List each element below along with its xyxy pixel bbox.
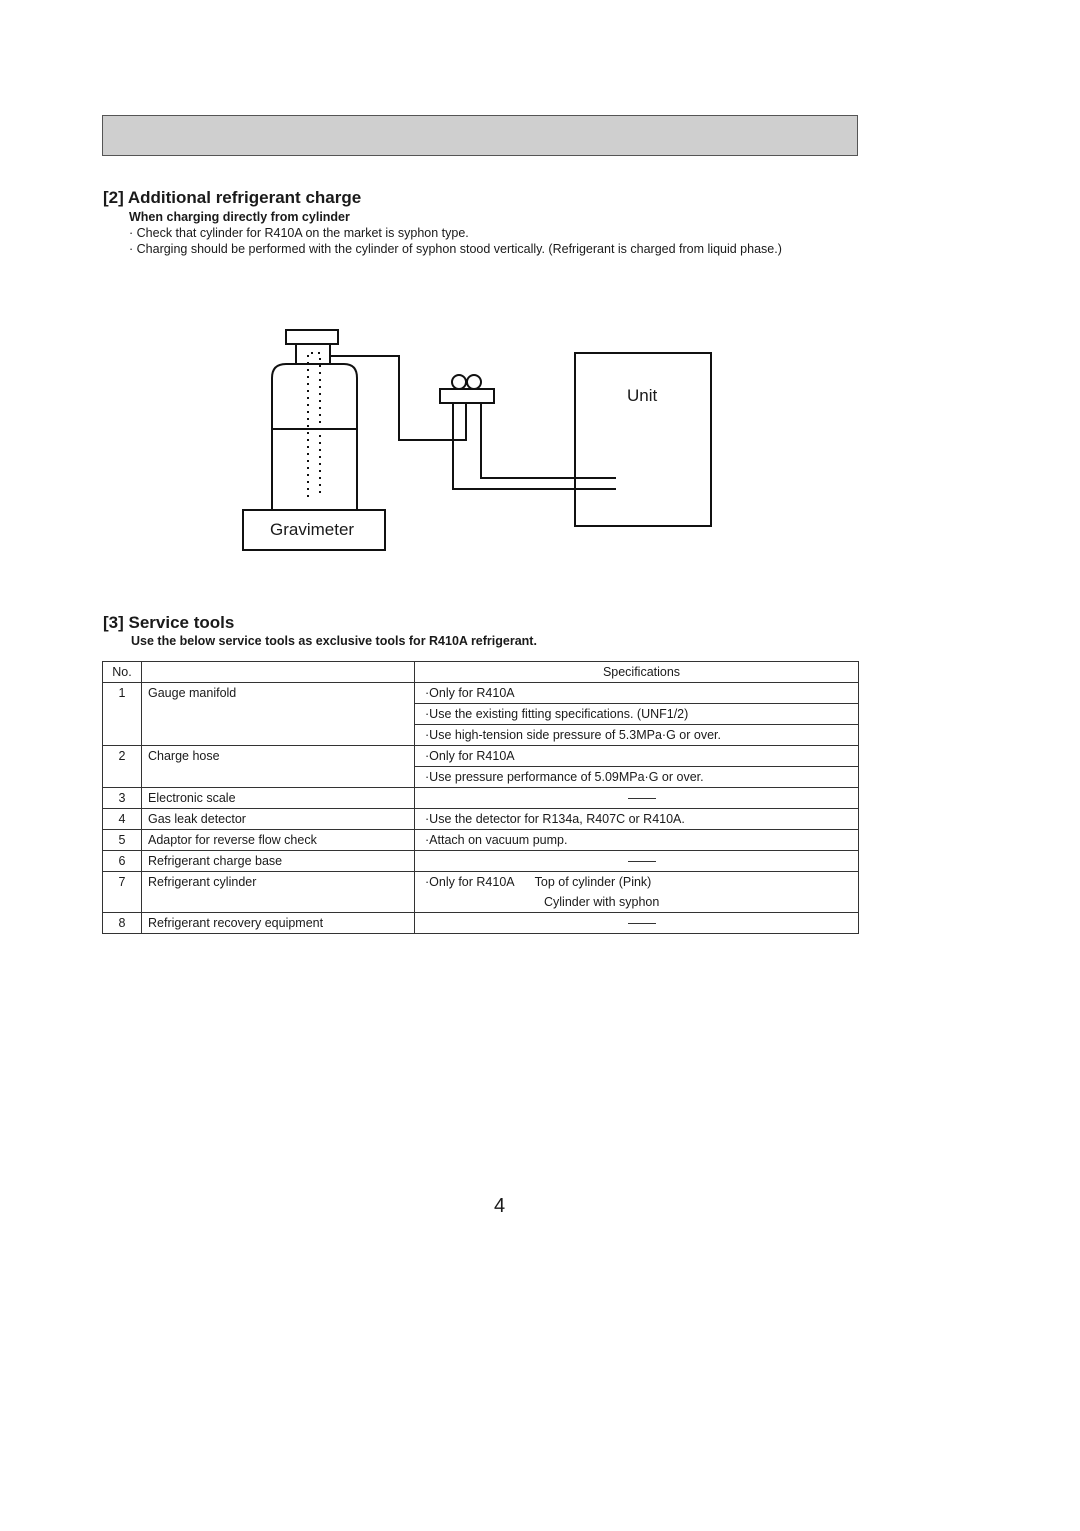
spec-part: ·Only for R410A bbox=[425, 875, 515, 889]
dash-mark bbox=[628, 798, 656, 799]
unit-box bbox=[575, 353, 711, 526]
row-name: Refrigerant cylinder bbox=[142, 872, 415, 893]
row-spec-none bbox=[415, 851, 859, 872]
gauge-right bbox=[467, 375, 481, 389]
gravimeter-label: Gravimeter bbox=[270, 520, 355, 539]
row-spec: ·Use pressure performance of 5.09MPa·G or over. bbox=[415, 767, 859, 788]
table-row bbox=[103, 913, 859, 934]
row-name: Gauge manifold bbox=[142, 683, 415, 704]
section-3-subheading: Use the below service tools as exclusive tools for R410A refrigerant. bbox=[131, 634, 537, 648]
table-row bbox=[103, 746, 859, 767]
gauge-manifold bbox=[440, 389, 494, 403]
row-name: Adaptor for reverse flow check bbox=[142, 830, 415, 851]
header-name bbox=[142, 662, 415, 683]
table-row bbox=[103, 683, 859, 704]
row-no: 4 bbox=[103, 809, 142, 830]
row-no: 1 bbox=[103, 683, 142, 704]
row-spec bbox=[415, 872, 859, 893]
header-spec: Specifications bbox=[415, 662, 859, 683]
syphon-tube bbox=[308, 353, 320, 497]
table-header-row bbox=[103, 662, 859, 683]
row-name: Gas leak detector bbox=[142, 809, 415, 830]
table-row bbox=[103, 704, 859, 725]
table-row bbox=[103, 872, 859, 893]
section-2-title: [2] Additional refrigerant charge bbox=[103, 188, 362, 207]
line-high bbox=[481, 403, 616, 478]
row-spec: ·Only for R410A bbox=[415, 683, 859, 704]
row-name: Charge hose bbox=[142, 746, 415, 767]
row-no: 5 bbox=[103, 830, 142, 851]
charging-diagram bbox=[0, 0, 1080, 600]
bullet-1: · Check that cylinder for R410A on the market is syphon type. bbox=[129, 226, 469, 240]
row-name: Electronic scale bbox=[142, 788, 415, 809]
table-row bbox=[103, 725, 859, 746]
table-row bbox=[103, 892, 859, 913]
gauge-left bbox=[452, 375, 466, 389]
row-spec: ·Use the existing fitting specifications. (UNF1/2) bbox=[415, 704, 859, 725]
row-no: 8 bbox=[103, 913, 142, 934]
row-name: Refrigerant charge base bbox=[142, 851, 415, 872]
section-2-subheading: When charging directly from cylinder bbox=[129, 210, 350, 224]
row-spec: ·Attach on vacuum pump. bbox=[415, 830, 859, 851]
table-row bbox=[103, 809, 859, 830]
section-3-title: [3] Service tools bbox=[103, 613, 235, 632]
cylinder-body bbox=[272, 364, 357, 510]
header-no: No. bbox=[103, 662, 142, 683]
row-no: 7 bbox=[103, 872, 142, 893]
row-no: 3 bbox=[103, 788, 142, 809]
row-name: Refrigerant recovery equipment bbox=[142, 913, 415, 934]
service-tools-table bbox=[102, 661, 859, 934]
table-row bbox=[103, 788, 859, 809]
row-no: 2 bbox=[103, 746, 142, 767]
dash-mark bbox=[628, 861, 656, 862]
line-low bbox=[453, 403, 616, 489]
table-row bbox=[103, 830, 859, 851]
row-spec: ·Use the detector for R134a, R407C or R410A. bbox=[415, 809, 859, 830]
row-spec: Cylinder with syphon bbox=[415, 892, 859, 913]
dash-mark bbox=[628, 923, 656, 924]
row-spec: ·Only for R410A bbox=[415, 746, 859, 767]
row-no: 6 bbox=[103, 851, 142, 872]
row-spec-none bbox=[415, 788, 859, 809]
spec-part: Top of cylinder (Pink) bbox=[534, 875, 652, 889]
unit-label: Unit bbox=[627, 386, 658, 405]
bullet-2: · Charging should be performed with the cylinder of syphon stood vertically. (Refrigerant is charged from liquid phase.) bbox=[129, 242, 782, 256]
table-row bbox=[103, 851, 859, 872]
page-number: 4 bbox=[494, 1195, 506, 1217]
row-spec-none bbox=[415, 913, 859, 934]
cylinder-cap bbox=[286, 330, 338, 344]
table-row bbox=[103, 767, 859, 788]
row-spec: ·Use high-tension side pressure of 5.3MPa·G or over. bbox=[415, 725, 859, 746]
charge-hose bbox=[330, 356, 466, 440]
